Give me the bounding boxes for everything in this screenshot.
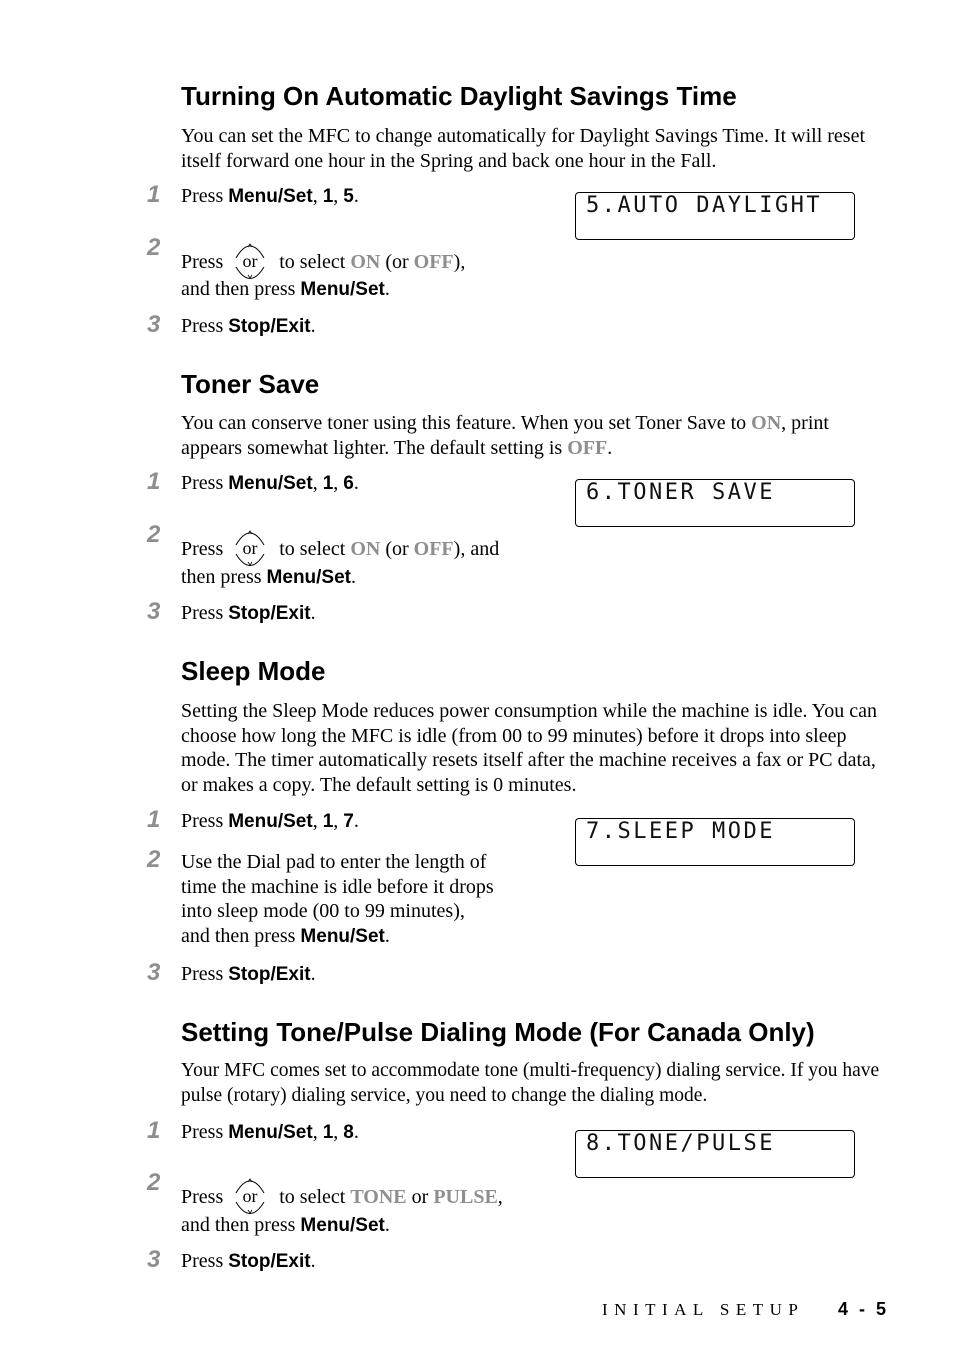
page-number: 4 - 5	[838, 1299, 890, 1319]
svg-text:or: or	[242, 538, 258, 558]
step-number: 2	[147, 846, 161, 873]
step-number: 2	[147, 521, 161, 548]
step-2-tone-line2: and then press Menu/Set.	[181, 1214, 390, 1236]
step-number: 2	[147, 1169, 161, 1196]
step-number: 1	[147, 181, 161, 208]
step-1-tone: Press Menu/Set, 1, 8.	[181, 1121, 359, 1143]
lcd-display-daylight: 5.AUTO DAYLIGHT	[575, 192, 855, 240]
step-2-tone: Press or to select TONE or PULSE,	[181, 1173, 503, 1219]
step-number: 3	[147, 1246, 161, 1273]
step-number: 1	[147, 806, 161, 833]
section-intro-sleep-mode: Setting the Sleep Mode reduces power consumption while the machine is idle. You can choose how long the MFC is idle (from 00 to 99 minutes) before it drops into sleep mode. The timer automatically resets itself after the machine receives a fax or PC data, or makes a copy. The default setting is 0 minutes.	[181, 700, 877, 796]
section-title-toner-save: Toner Save	[181, 369, 320, 399]
section-title-daylight: Turning On Automatic Daylight Savings Time	[181, 81, 737, 111]
section-intro-tone-pulse: Your MFC comes set to accommodate tone (multi-frequency) dialing service. If you have pulse (rotary) dialing service, you need to change the dialing mode.	[181, 1060, 880, 1106]
step-number: 3	[147, 959, 161, 986]
step-number: 3	[147, 598, 161, 625]
svg-text:or: or	[242, 1186, 258, 1206]
step-2-toner-line2: then press Menu/Set.	[181, 566, 356, 588]
section-title-sleep-mode: Sleep Mode	[181, 656, 326, 686]
step-2-daylight-line2: and then press Menu/Set.	[181, 278, 390, 300]
lcd-display-sleep: 7.SLEEP MODE	[575, 818, 855, 866]
step-2-toner: Press or to select ON (or OFF), and	[181, 525, 499, 571]
section-intro-toner-save: You can conserve toner using this feature. When you set Toner Save to ON, print appears somewhat lighter. The default setting is OFF.	[181, 412, 829, 459]
step-3-daylight: Press Stop/Exit.	[181, 315, 316, 337]
section-intro-daylight: You can set the MFC to change automatically for Daylight Savings Time. It will reset itself forward one hour in the Spring and back one hour in the Fall.	[181, 125, 866, 172]
step-1-daylight: Press Menu/Set, 1, 5.	[181, 185, 359, 207]
step-3-sleep: Press Stop/Exit.	[181, 963, 316, 985]
step-3-toner: Press Stop/Exit.	[181, 602, 316, 624]
step-1-toner: Press Menu/Set, 1, 6.	[181, 472, 359, 494]
step-number: 1	[147, 1117, 161, 1144]
step-number: 3	[147, 311, 161, 338]
footer-chapter-label: INITIAL SETUP	[602, 1300, 805, 1319]
step-2-daylight: Press or to select ON (or OFF),	[181, 238, 465, 284]
step-3-tone: Press Stop/Exit.	[181, 1250, 316, 1272]
step-number: 1	[147, 468, 161, 495]
lcd-display-toner: 6.TONER SAVE	[575, 479, 855, 527]
step-2-sleep: Use the Dial pad to enter the length of time the machine is idle before it drops into sleep mode (00 to 99 minutes), and then press Menu/Set.	[181, 851, 494, 947]
svg-text:or: or	[242, 251, 258, 271]
section-title-tone-pulse: Setting Tone/Pulse Dialing Mode (For Canada Only)	[181, 1017, 815, 1047]
lcd-display-tone-pulse: 8.TONE/PULSE	[575, 1130, 855, 1178]
step-number: 2	[147, 234, 161, 261]
step-1-sleep: Press Menu/Set, 1, 7.	[181, 810, 359, 832]
